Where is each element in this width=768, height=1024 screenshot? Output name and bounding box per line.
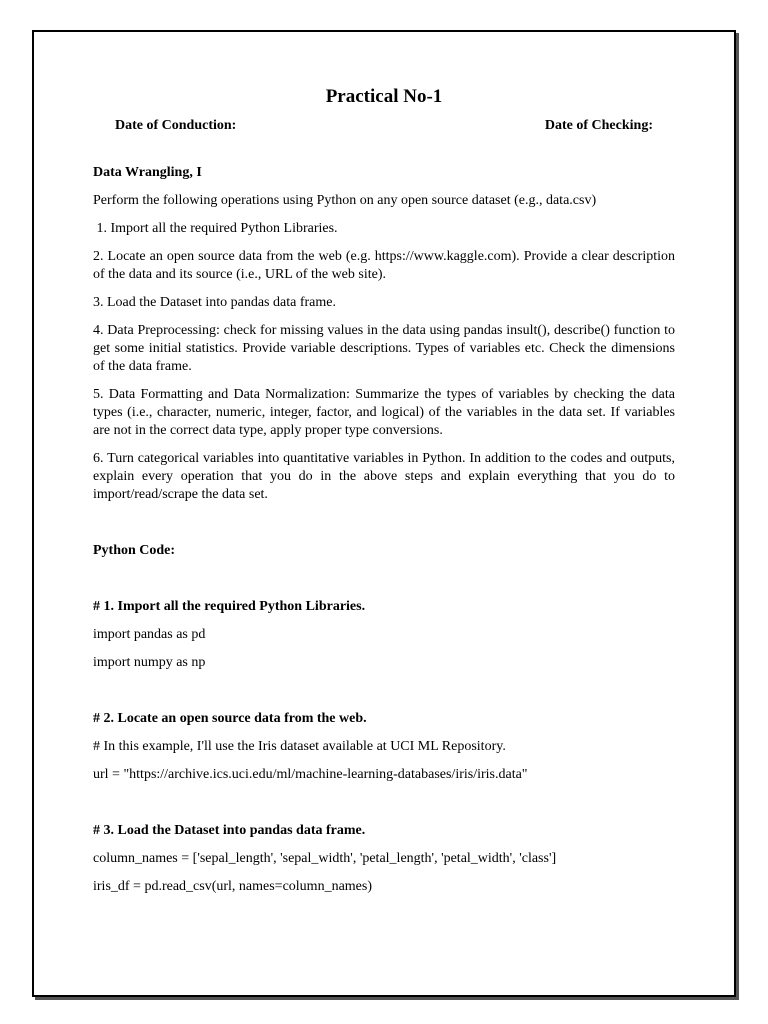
code-step-1-heading: # 1. Import all the required Python Libraries. bbox=[93, 599, 366, 614]
page-title: Practical No-1 bbox=[325, 86, 443, 107]
assignment-intro: Perform the following operations using Python on any open source dataset (e.g., data.csv) bbox=[93, 193, 597, 208]
task-item: 4. Data Preprocessing: check for missing values in the data using pandas insult(), describe() function to get some initial statistics. Provide variable descriptions. Types of variables etc. Check the dimensions of the data frame. bbox=[93, 323, 675, 374]
page-content bbox=[93, 85, 675, 896]
assignment-heading: Data Wrangling, I bbox=[93, 165, 202, 180]
task-item: 3. Load the Dataset into pandas data frame. bbox=[93, 295, 336, 310]
code-step-2-heading: # 2. Locate an open source data from the web. bbox=[93, 711, 367, 726]
date-of-conduction-label: Date of Conduction: bbox=[115, 118, 237, 133]
task-item: 5. Data Formatting and Data Normalization: Summarize the types of variables by checking the data types (i.e., character, numeric, integer, factor, and logical) of the variables in the data set. If variables are not in the correct data type, apply proper type conversions. bbox=[93, 387, 675, 438]
code-line: iris_df = pd.read_csv(url, names=column_names) bbox=[93, 879, 372, 894]
code-line: url = "https://archive.ics.uci.edu/ml/machine-learning-databases/iris/iris.data" bbox=[93, 767, 528, 782]
date-of-checking-label: Date of Checking: bbox=[544, 118, 653, 133]
code-line: import numpy as np bbox=[93, 655, 206, 670]
code-line: column_names = ['sepal_length', 'sepal_width', 'petal_length', 'petal_width', 'class'] bbox=[93, 851, 557, 866]
task-item: 1. Import all the required Python Libraries. bbox=[93, 221, 338, 236]
date-row bbox=[93, 117, 675, 137]
task-item: 6. Turn categorical variables into quantitative variables in Python. In addition to the codes and outputs, explain every operation that you do in the above steps and explain everything that you do to import/read/scrape the data set. bbox=[93, 451, 675, 502]
code-line: import pandas as pd bbox=[93, 627, 206, 642]
code-step-3-heading: # 3. Load the Dataset into pandas data frame. bbox=[93, 823, 366, 838]
python-code-heading: Python Code: bbox=[93, 543, 176, 558]
code-line: # In this example, I'll use the Iris dataset available at UCI ML Repository. bbox=[93, 739, 506, 754]
task-item: 2. Locate an open source data from the web (e.g. https://www.kaggle.com). Provide a clear description of the data and its source (i.e., URL of the web site). bbox=[93, 249, 675, 282]
